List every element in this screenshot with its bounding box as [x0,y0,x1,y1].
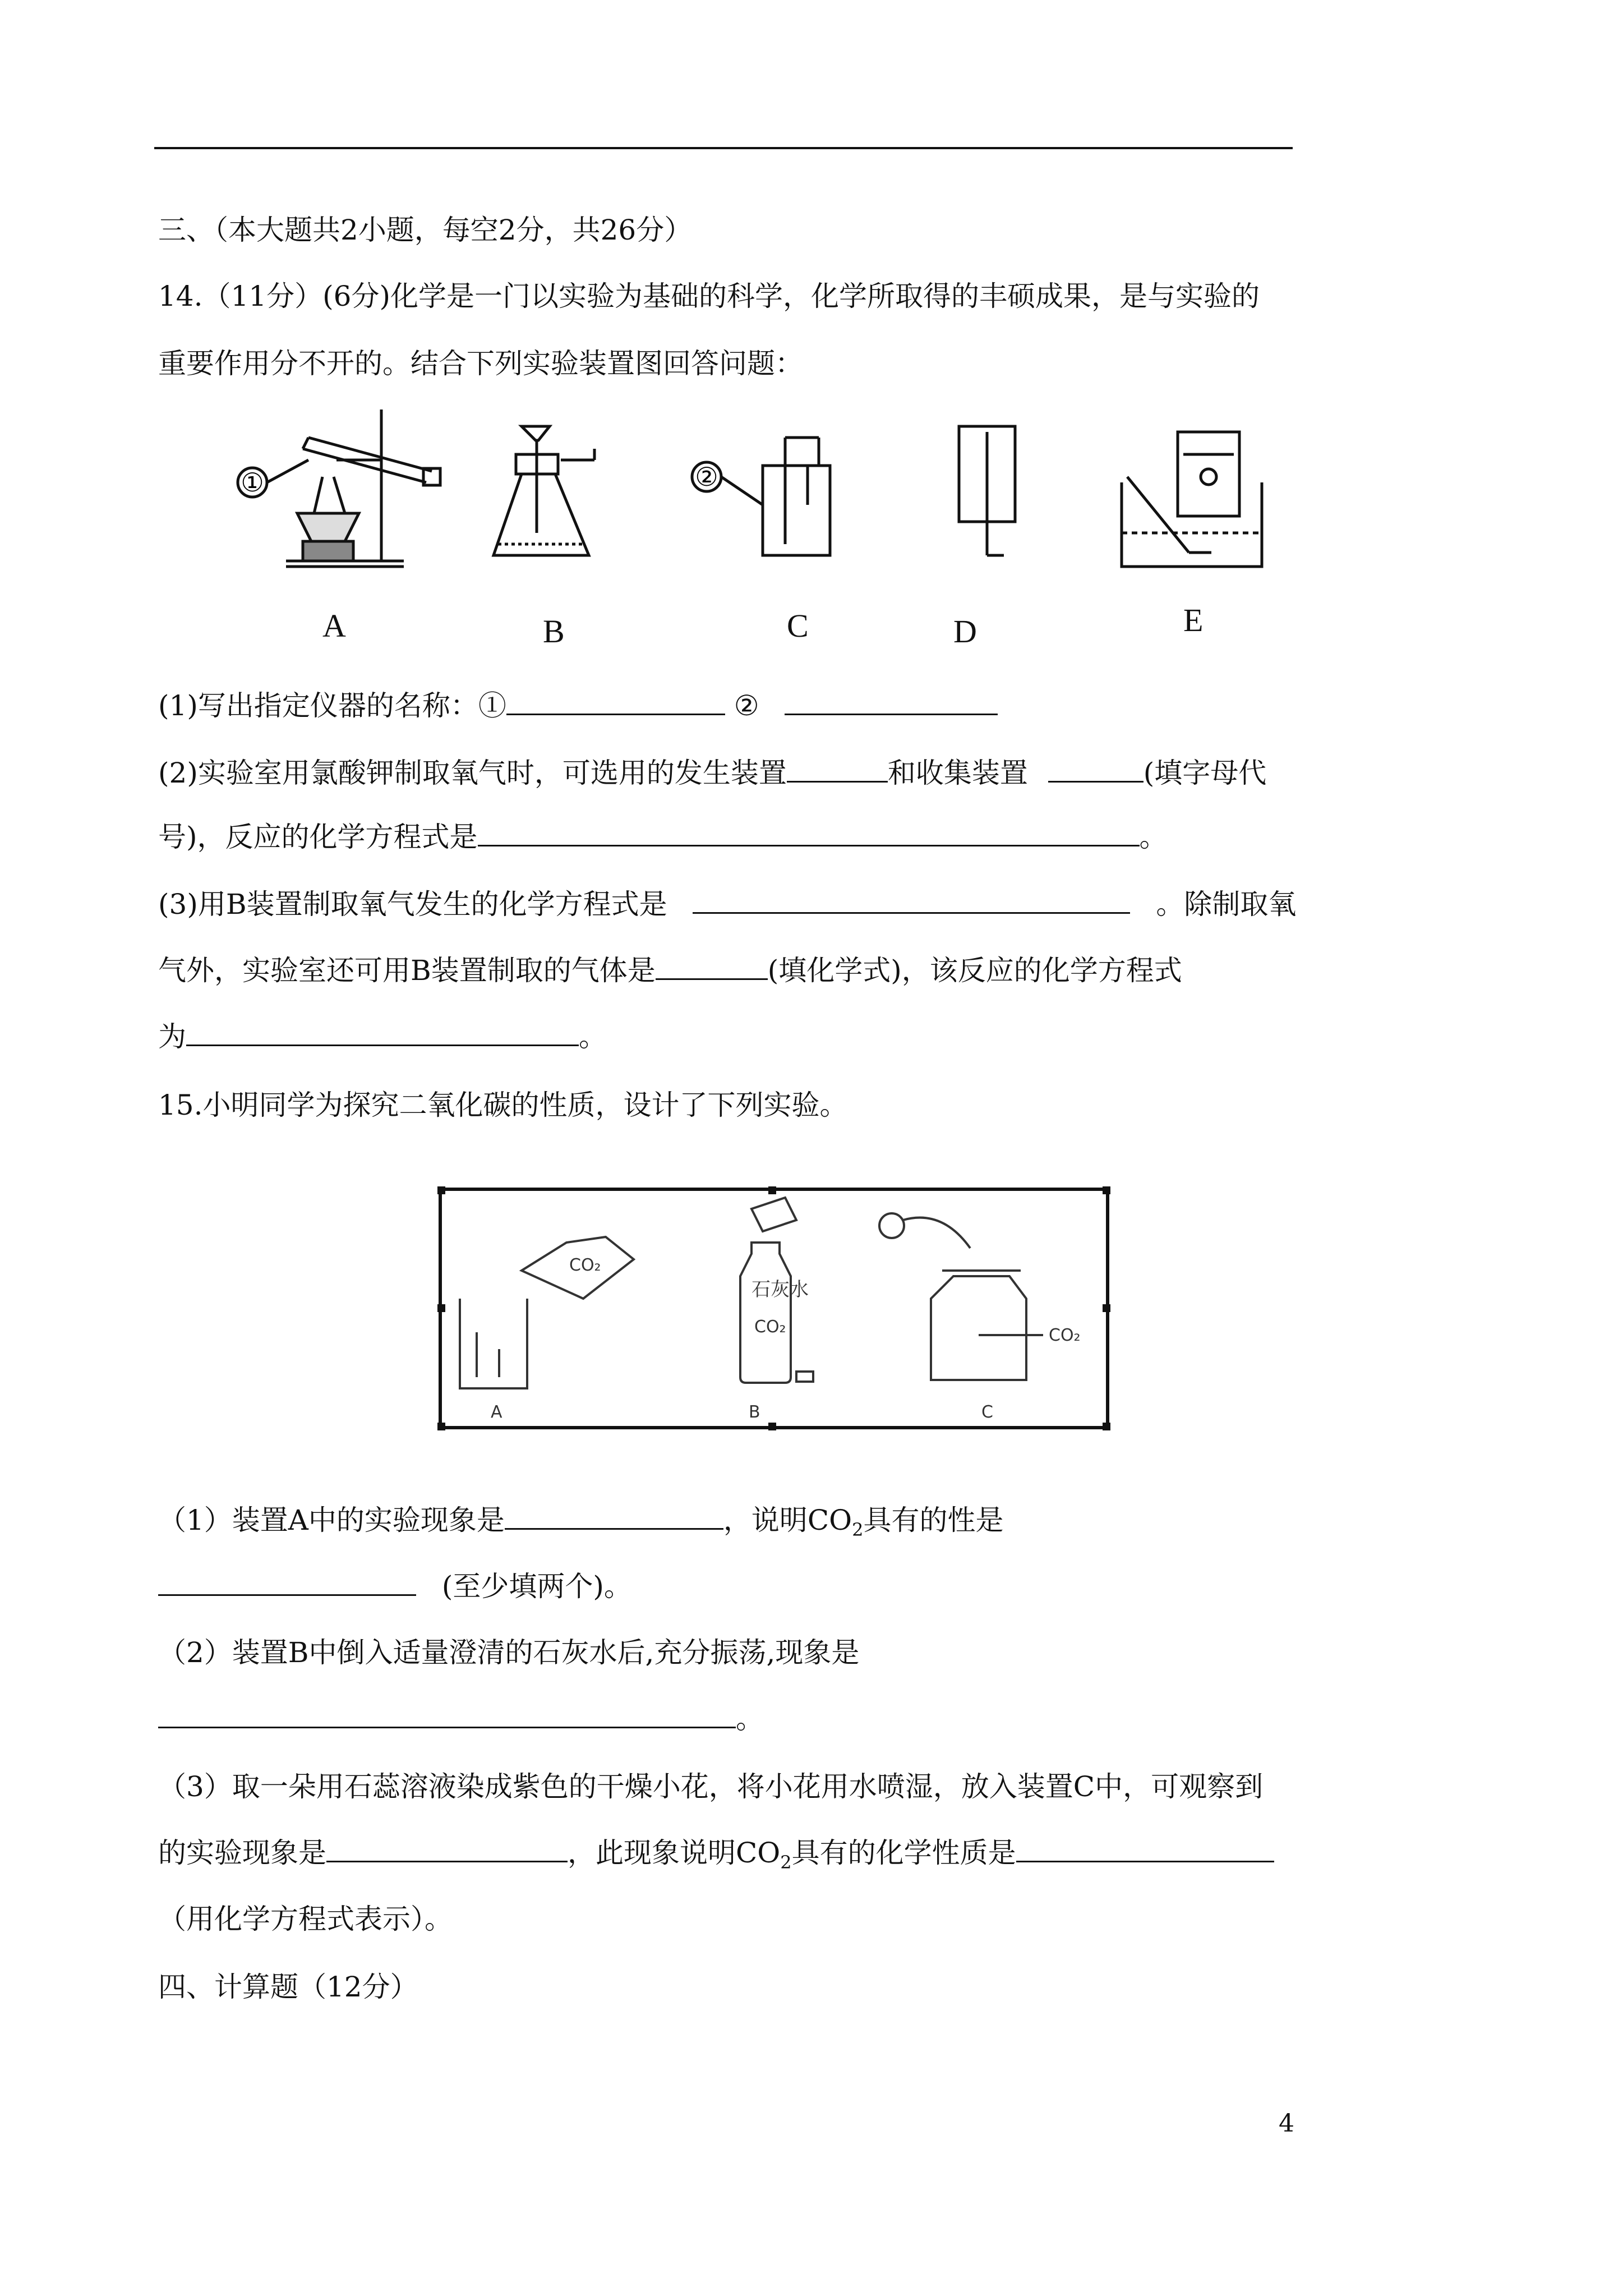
blank-equation-gas[interactable] [186,1020,579,1046]
fig-co2-b: CO₂ [754,1317,786,1337]
apparatus-a [286,409,440,567]
q15-part3-line1: （3）取一朵用石蕊溶液染成紫色的干燥小花，将小花用水喷湿，放入装置C中，可观察到 [158,1770,1264,1803]
blank-collector[interactable] [1048,756,1144,783]
q15-part2-line2: 。 [158,1702,764,1736]
apparatus-b [494,426,594,555]
apparatus-d [959,426,1015,555]
blank-instrument-1[interactable] [506,689,725,715]
fig-co2-a: CO₂ [569,1255,601,1275]
apparatus-label-b: B [543,613,565,650]
blank-equation-kclo3[interactable] [478,820,1140,846]
q14-part3-line1: (3)用B装置制取氧气发生的化学方程式是 。除制取氧 [158,888,1297,921]
q14-part2-line2: 号)，反应的化学方程式是 。 [158,821,1168,853]
apparatus-label-e: E [1183,602,1204,638]
blank-equation-b[interactable] [693,887,1130,914]
blank-generator[interactable] [787,756,888,783]
q15-part3-line2: 的实验现象是 ，此现象说明$CO_2$具有的化学性质是 [158,1836,1274,1879]
q14-stem-line1: 14.（11分）(6分)化学是一门以实验为基础的科学，化学所取得的丰硕成果，是与实验的 [158,280,1260,312]
q14-part3-line3: 为 。 [158,1020,607,1053]
q15-part3-line3: （用化学方程式表示）。 [158,1903,453,1935]
q15-part1-line2: (至少填两个)。 [158,1570,632,1603]
section4-heading: 四、计算题（12分） [158,1971,418,2003]
section3-heading: 三、（本大题共2小题，每空2分，共26分） [158,214,693,246]
fig-limewater: 石灰水 [751,1278,809,1301]
fig-co2-c: CO₂ [1049,1326,1081,1345]
apparatus-e [1122,432,1262,567]
blank-flower-phenomenon[interactable] [326,1836,568,1862]
q14-part2-line1: (2)实验室用氯酸钾制取氧气时，可选用的发生装置 和收集装置 (填字母代 [158,757,1267,789]
q14-part1: (1)写出指定仪器的名称：① ② [158,689,998,723]
co2-experiment-figure [437,1186,1110,1430]
q15-part2-line1: （2）装置B中倒入适量澄清的石灰水后,充分振荡,现象是 [158,1636,860,1669]
fig-label-b: B [749,1402,760,1422]
apparatus-label-a: A [322,608,346,644]
blank-properties[interactable] [158,1570,416,1596]
blank-chemical-property[interactable] [1016,1836,1274,1862]
apparatus-label-d: D [953,613,977,650]
page-number: 4 [1279,2109,1294,2138]
marker-1: ① [241,467,264,498]
marker-2: ② [695,462,718,492]
blank-phenomenon-a[interactable] [505,1503,723,1530]
apparatus-figure [224,393,1290,578]
header-rule [154,147,1293,149]
q14-part3-line2: 气外，实验室还可用B装置制取的气体是 (填化学式)，该反应的化学方程式 [158,954,1182,987]
apparatus-c [763,438,830,555]
fig-label-a: A [491,1402,502,1422]
q14-stem-line2: 重要作用分不开的。结合下列实验装置图回答问题： [158,347,803,380]
blank-gas-formula[interactable] [656,954,768,980]
fig-label-c: C [981,1402,993,1422]
q15-intro: 15.小明同学为探究二氧化碳的性质，设计了下列实验。 [158,1089,848,1121]
q15-part1-line1: （1）装置A中的实验现象是 ，说明$CO_2$具有的性是 [158,1504,1004,1540]
blank-limewater-phenomenon[interactable] [158,1702,736,1728]
apparatus-label-c: C [787,608,809,644]
blank-instrument-2[interactable] [785,689,998,715]
